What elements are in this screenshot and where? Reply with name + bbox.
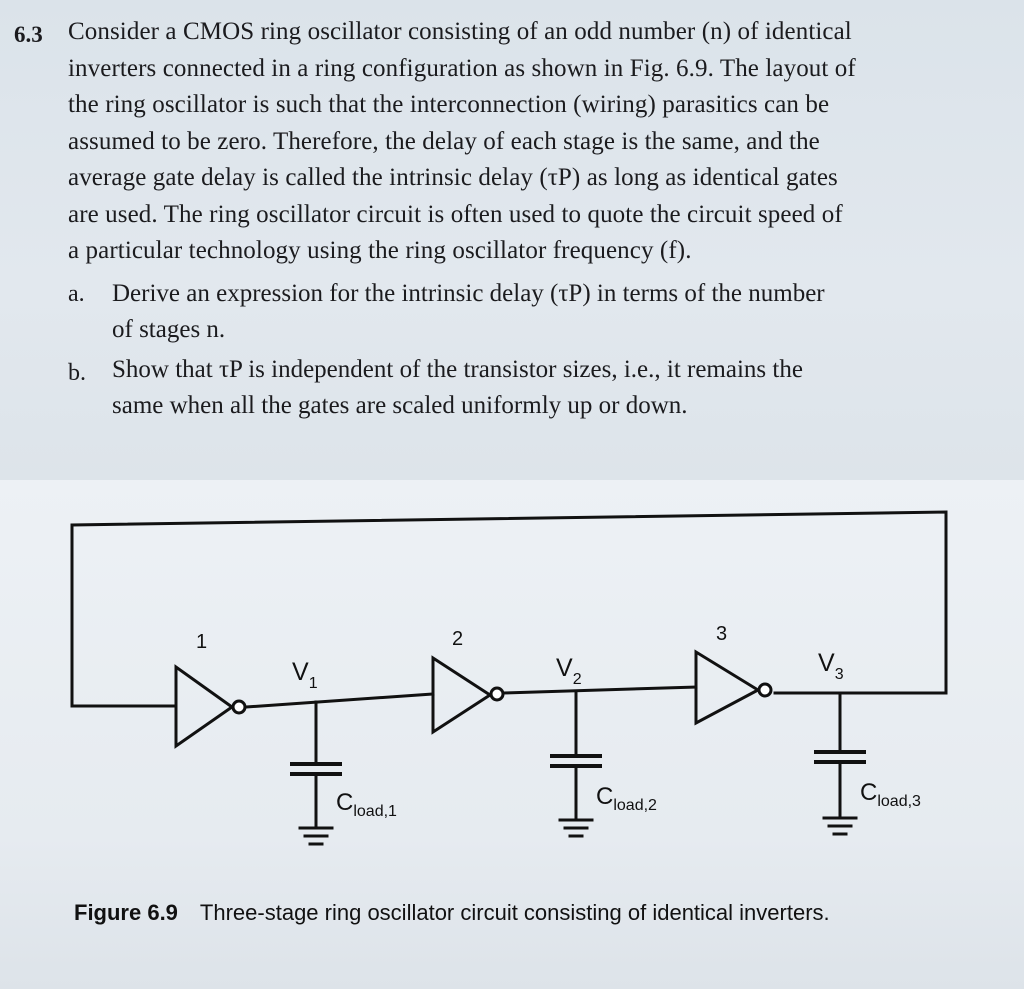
ring-oscillator-diagram <box>0 480 1024 890</box>
item-a-line: of stages n. <box>112 316 226 343</box>
feedback-wire <box>72 512 946 706</box>
statement-line: are used. The ring oscillator circuit is often used to quote the circuit speed of <box>68 200 843 228</box>
item-b-text <box>112 352 803 424</box>
stage-number-2: 2 <box>452 628 464 650</box>
inverter-3-bubble <box>759 684 771 696</box>
problem-statement <box>68 14 968 270</box>
inverter-1 <box>176 667 232 746</box>
figure-caption-text: Three-stage ring oscillator circuit consisting of identical inverters. <box>199 900 830 925</box>
stage-number-3: 3 <box>716 623 728 645</box>
stage-number-1: 1 <box>196 631 208 653</box>
statement-line: a particular technology using the ring oscillator frequency (f). <box>68 237 692 264</box>
statement-line: average gate delay is called the intrinsic delay (τP) as long as identical gates <box>68 164 838 191</box>
item-a-label: a. <box>68 281 85 307</box>
inverter-2 <box>433 658 490 732</box>
cap-label-3: $C_{load,3}$ <box>860 779 921 810</box>
statement-line: inverters connected in a ring configuration as shown in Fig. 6.9. The layout of <box>68 54 856 82</box>
item-a-line: Derive an expression for the intrinsic delay (τP) in terms of the number <box>112 280 825 307</box>
statement-line: Consider a CMOS ring oscillator consisting of an odd number (n) of identical <box>68 18 852 45</box>
statement-line: the ring oscillator is such that the interconnection (wiring) parasitics can be <box>68 91 830 118</box>
wire-v1 <box>246 694 433 707</box>
item-b-label: b. <box>68 360 86 386</box>
statement-line: assumed to be zero. Therefore, the delay of each stage is the same, and the <box>68 127 820 155</box>
figure-caption <box>74 896 974 930</box>
figure-label: Figure 6.9 <box>74 900 178 925</box>
item-b-line: Show that τP is independent of the transistor sizes, i.e., it remains the <box>112 356 803 383</box>
inverter-3 <box>696 652 758 723</box>
item-a-text <box>112 276 825 348</box>
wire-v2 <box>503 687 696 693</box>
node-label-v2: $V_2$ <box>556 654 582 688</box>
inverter-2-bubble <box>491 688 503 700</box>
problem-number: 6.3 <box>14 22 43 47</box>
node-label-v3: $V_3$ <box>818 649 844 683</box>
inverter-1-bubble <box>233 701 245 713</box>
node-label-v1: $V_1$ <box>292 658 318 692</box>
cap-label-2: $C_{load,2}$ <box>596 783 657 814</box>
cap-label-1: $C_{load,1}$ <box>336 789 397 820</box>
item-b-line: same when all the gates are scaled uniformly up or down. <box>112 392 688 419</box>
